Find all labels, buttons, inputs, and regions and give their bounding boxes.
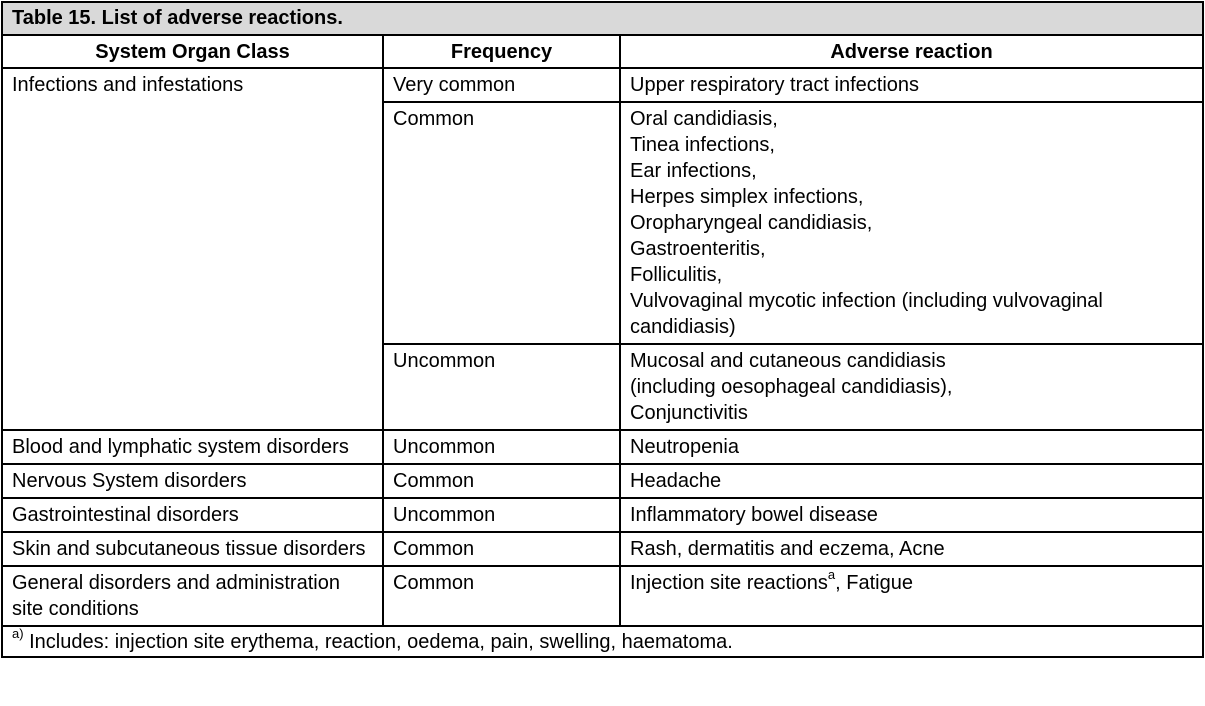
soc-cell: Skin and subcutaneous tissue disorders: [2, 532, 383, 566]
header-frequency: Frequency: [383, 35, 620, 68]
frequency-cell: Common: [383, 566, 620, 626]
reaction-item: Ear infections,: [630, 160, 757, 182]
reaction-cell: [620, 102, 1203, 344]
table-row: [2, 532, 1203, 566]
reaction-item: Conjunctivitis: [630, 402, 748, 424]
reaction-item: Folliculitis,: [630, 264, 723, 286]
frequency-cell: Common: [383, 102, 620, 344]
header-adverse-reaction: Adverse reaction: [620, 35, 1203, 68]
frequency-cell: Very common: [383, 68, 620, 102]
table-row: [2, 464, 1203, 498]
header-row: [2, 35, 1203, 68]
adverse-reactions-table: [1, 1, 1204, 658]
reaction-cell: [620, 344, 1203, 430]
reaction-cell: Inflammatory bowel disease: [620, 498, 1203, 532]
reaction-item: Oral candidiasis,: [630, 108, 778, 130]
reaction-text: , Fatigue: [835, 572, 913, 594]
header-system-organ-class: System Organ Class: [2, 35, 383, 68]
table-row: [2, 430, 1203, 464]
footnote-text: Includes: injection site erythema, reaction, oedema, pain, swelling, haematoma.: [23, 631, 733, 653]
soc-cell: General disorders and administration site conditions: [2, 566, 383, 626]
reaction-cell: Rash, dermatitis and eczema, Acne: [620, 532, 1203, 566]
table-row: [2, 68, 1203, 102]
footnote: [2, 626, 1203, 657]
reaction-item: (including oesophageal candidiasis),: [630, 376, 953, 398]
reaction-item: Herpes simplex infections,: [630, 186, 864, 208]
reaction-item: Vulvovaginal mycotic infection (including vulvovaginal candidiasis): [630, 290, 1103, 338]
frequency-cell: Uncommon: [383, 344, 620, 430]
reaction-cell: [620, 566, 1203, 626]
reaction-item: Gastroenteritis,: [630, 238, 766, 260]
footnote-marker: a: [827, 567, 836, 583]
table-row: [2, 498, 1203, 532]
soc-cell: Nervous System disorders: [2, 464, 383, 498]
table-row: [2, 566, 1203, 626]
reaction-cell: [620, 68, 1203, 102]
soc-cell: Gastrointestinal disorders: [2, 498, 383, 532]
reaction-item: Mucosal and cutaneous candidiasis: [630, 350, 946, 372]
reaction-item: Tinea infections,: [630, 134, 775, 156]
frequency-cell: Uncommon: [383, 498, 620, 532]
reaction-text: Injection site reactions: [630, 572, 828, 594]
footnote-row: [2, 626, 1203, 657]
soc-cell: Blood and lymphatic system disorders: [2, 430, 383, 464]
reaction-item: Oropharyngeal candidiasis,: [630, 212, 873, 234]
reaction-cell: Neutropenia: [620, 430, 1203, 464]
frequency-cell: Uncommon: [383, 430, 620, 464]
soc-cell: Infections and infestations: [2, 68, 383, 430]
reaction-cell: Headache: [620, 464, 1203, 498]
frequency-cell: Common: [383, 532, 620, 566]
footnote-label: a): [12, 626, 24, 642]
reaction-item: Upper respiratory tract infections: [630, 74, 920, 96]
frequency-cell: Common: [383, 464, 620, 498]
table-caption: Table 15. List of adverse reactions.: [2, 2, 1203, 35]
